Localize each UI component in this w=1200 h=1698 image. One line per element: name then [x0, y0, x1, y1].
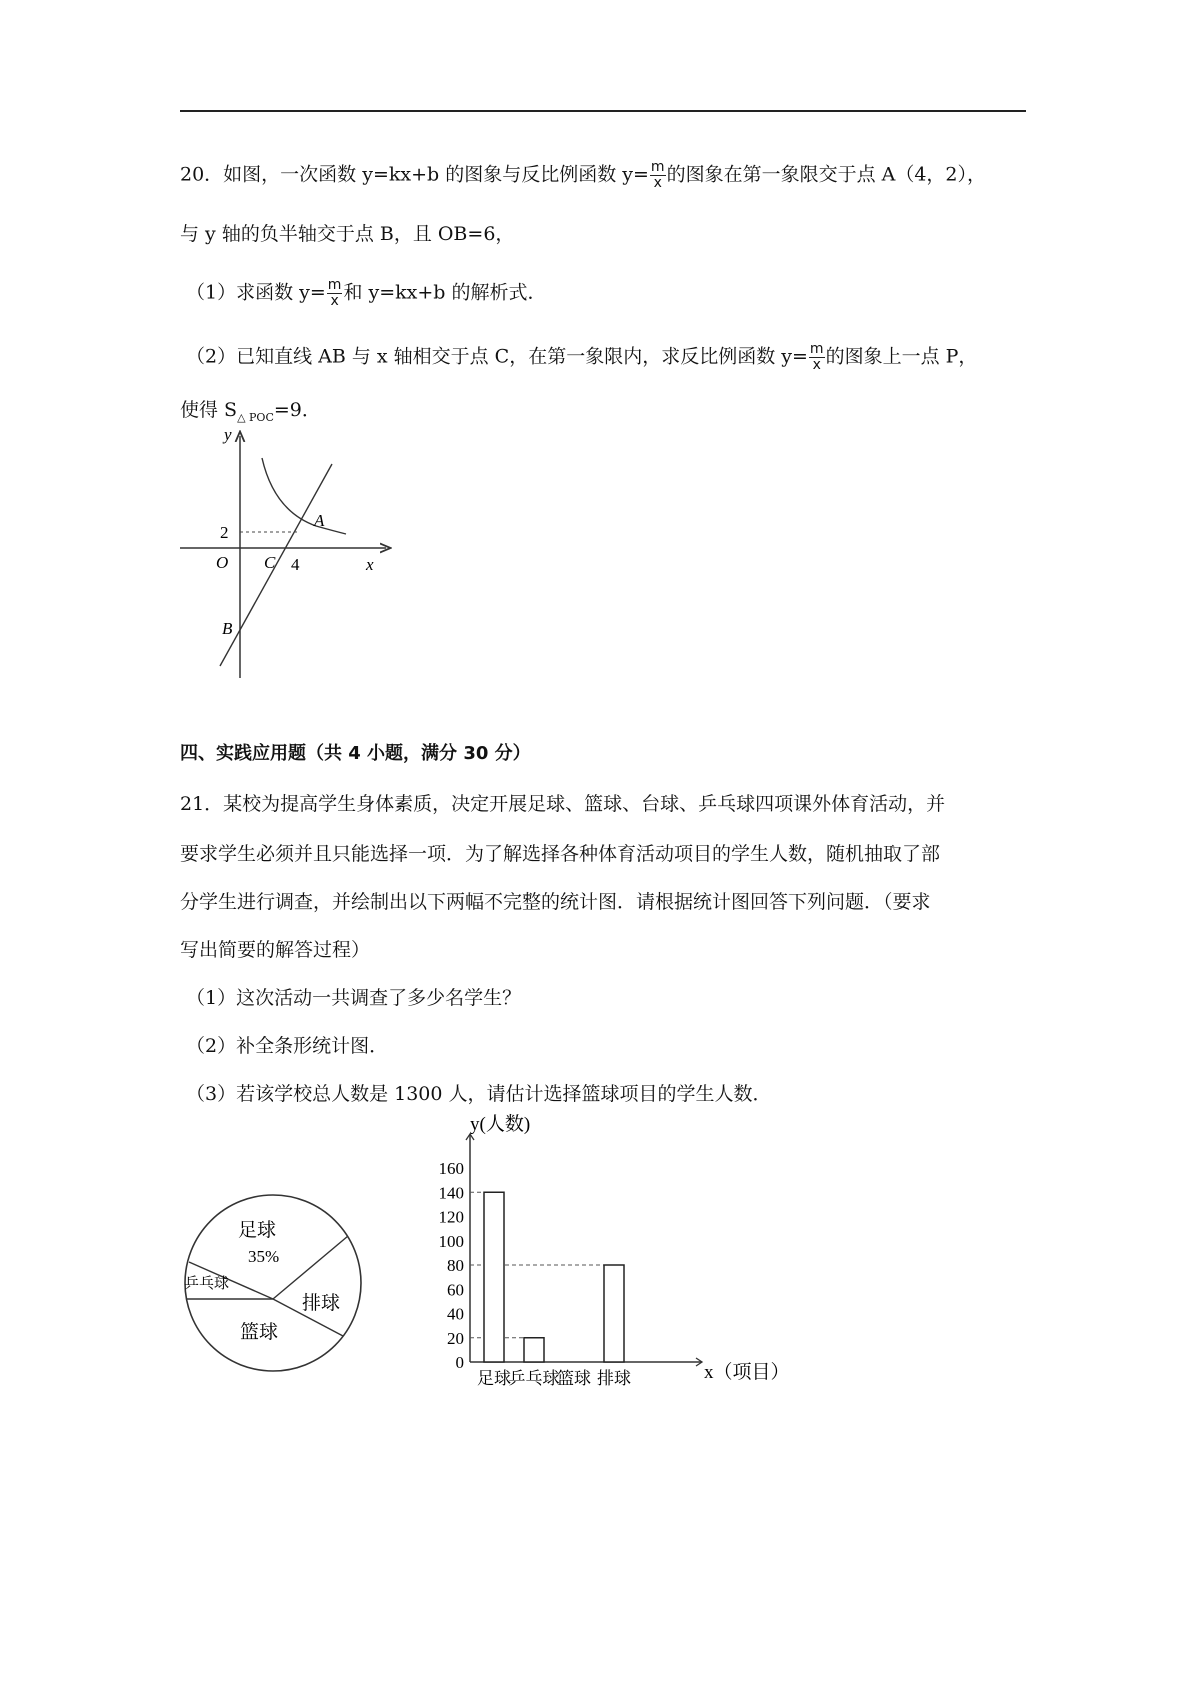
pie-label-football-pct: 35%: [248, 1247, 280, 1266]
y-tick-label: 100: [438, 1231, 464, 1251]
q20-part-1: （1）求函数 y= $\frac{m}{x}$ 和 y=kx+b 的解析式．: [186, 277, 547, 309]
q20-part-2: （2）已知直线 AB 与 x 轴相交于点 C，在第一象限内，求反比例函数 y= $\frac{m}{x}$ 的图象上一点 P，: [186, 341, 978, 373]
q21-part-2: （2）补全条形统计图．: [186, 1035, 389, 1057]
x-axis-label: x（项目）: [704, 1362, 790, 1383]
bar-1: [484, 1192, 504, 1362]
q20-text-a: 20．如图，一次函数 y=kx+b 的图象与反比例函数 y=: [180, 163, 649, 186]
bar-2: [524, 1338, 544, 1362]
y-tick-label: 0: [455, 1353, 464, 1372]
y-tick-label: 140: [438, 1183, 464, 1203]
label-2: 2: [220, 523, 229, 542]
pie-label-pingpong: 乒乓球: [184, 1276, 230, 1292]
pie-chart: [178, 1188, 368, 1378]
label-y: y: [224, 428, 232, 444]
bar-4: [604, 1265, 624, 1362]
q21-line-1: 21．某校为提高学生身体素质，决定开展足球、篮球、台球、乒乓球四项课外体育活动，并: [180, 793, 946, 815]
pie-label-basketball: 篮球: [240, 1322, 279, 1343]
x-tick-label: 排球: [597, 1369, 631, 1388]
q21-part-3: （3）若该学校总人数是 1300 人，请估计选择篮球项目的学生人数．: [186, 1083, 772, 1105]
pie-label-volleyball: 排球: [302, 1293, 341, 1314]
x-tick-label: 篮球: [557, 1369, 591, 1388]
q21-line-4: 写出简要的解答过程）: [180, 939, 371, 961]
top-rule: [180, 110, 1026, 112]
q21-line-2: 要求学生必须并且只能选择一项．为了解选择各种体育活动项目的学生人数，随机抽取了部: [180, 843, 941, 865]
pie-label-football: 足球: [238, 1220, 277, 1241]
hyperbola-curve: [262, 458, 346, 534]
pie-divider-1: [273, 1236, 348, 1299]
x-tick-label: 足球: [477, 1369, 511, 1388]
y-tick-label: 160: [438, 1159, 464, 1178]
fraction-m-over-x: $\frac{m}{x}$: [650, 159, 665, 191]
section-heading: 四、实践应用题（共 4 小题，满分 30 分）: [180, 743, 531, 764]
y-axis-label: y(人数): [470, 1114, 531, 1135]
y-tick-label: 20: [447, 1328, 464, 1348]
q20-text-b: 的图象在第一象限交于点 A（4，2），: [666, 163, 987, 186]
label-c: C: [264, 553, 276, 572]
y-tick-label: 40: [447, 1304, 464, 1324]
label-4: 4: [291, 555, 300, 574]
fraction-m-over-x: $\frac{m}{x}$: [327, 277, 342, 309]
q20-line-2: 与 y 轴的负半轴交于点 B，且 OB=6，: [180, 223, 515, 245]
label-a: A: [314, 511, 325, 530]
q21-line-3: 分学生进行调查，并绘制出以下两幅不完整的统计图．请根据统计图回答下列问题．（要求: [180, 891, 931, 913]
q20-part-2-cont: 使得 $S_{\triangle POC}=9$．: [180, 399, 321, 424]
y-tick-label: 60: [447, 1280, 464, 1300]
y-tick-label: 120: [438, 1207, 464, 1227]
q20-figure: [176, 428, 406, 684]
label-x: x: [366, 555, 374, 574]
fraction-m-over-x: $\frac{m}{x}$: [809, 341, 824, 373]
y-tick-label: 80: [447, 1256, 464, 1275]
q20-line-1: [180, 160, 986, 191]
label-o: O: [216, 553, 229, 572]
label-b: B: [222, 619, 233, 638]
bar-chart: [410, 1112, 790, 1402]
x-tick-label: 乒乓球: [508, 1369, 560, 1388]
q21-part-1: （1）这次活动一共调查了多少名学生？: [186, 987, 522, 1009]
